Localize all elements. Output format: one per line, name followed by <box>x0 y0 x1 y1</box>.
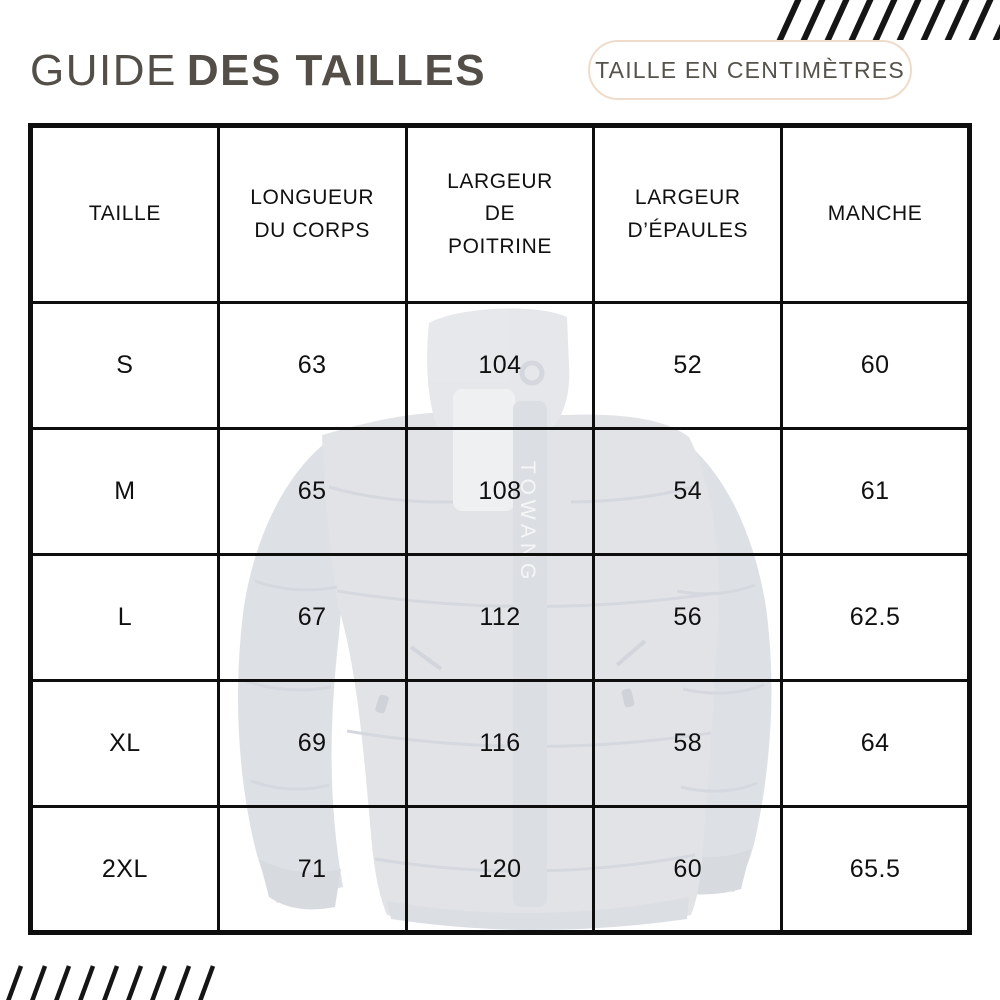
table-cell: 52 <box>594 303 782 429</box>
table-cell: 62.5 <box>782 555 970 681</box>
table-cell: 56 <box>594 555 782 681</box>
table-cell: 58 <box>594 681 782 807</box>
column-header-epaules: LARGEUR D’ÉPAULES <box>594 126 782 303</box>
table-cell: 120 <box>406 807 594 933</box>
table-cell: 64 <box>782 681 970 807</box>
size-table-header-row <box>31 126 970 303</box>
table-cell: 67 <box>218 555 406 681</box>
table-cell: 61 <box>782 429 970 555</box>
unit-badge <box>588 40 912 100</box>
table-cell: 63 <box>218 303 406 429</box>
unit-badge-label: TAILLE EN CENTIMÈTRES <box>595 56 905 83</box>
diagonal-stripes-bottom-left <box>4 964 234 1000</box>
table-cell: 54 <box>594 429 782 555</box>
size-label: XL <box>31 681 219 807</box>
size-label: S <box>31 303 219 429</box>
column-header-taille: TAILLE <box>31 126 219 303</box>
size-label: 2XL <box>31 807 219 933</box>
table-row-m <box>31 429 970 555</box>
table-row-xl <box>31 681 970 807</box>
size-table <box>28 123 972 935</box>
table-cell: 65.5 <box>782 807 970 933</box>
table-cell: 108 <box>406 429 594 555</box>
table-cell: 60 <box>782 303 970 429</box>
diagonal-stripes-top-right <box>775 0 1000 40</box>
size-label: L <box>31 555 219 681</box>
column-header-manche: MANCHE <box>782 126 970 303</box>
table-cell: 112 <box>406 555 594 681</box>
size-label: M <box>31 429 219 555</box>
size-table-container <box>28 123 972 933</box>
table-row-2xl <box>31 807 970 933</box>
column-header-longueur: LONGUEUR DU CORPS <box>218 126 406 303</box>
page-title-light: GUIDE <box>30 46 177 95</box>
column-header-poitrine: LARGEUR DE POITRINE <box>406 126 594 303</box>
table-cell: 104 <box>406 303 594 429</box>
page-title <box>30 46 486 96</box>
table-row-l <box>31 555 970 681</box>
table-cell: 65 <box>218 429 406 555</box>
table-cell: 60 <box>594 807 782 933</box>
table-cell: 116 <box>406 681 594 807</box>
page-title-bold: DES TAILLES <box>186 46 487 95</box>
table-cell: 69 <box>218 681 406 807</box>
jacket-placket-text: TOWANG <box>516 461 539 585</box>
table-row-s <box>31 303 970 429</box>
table-cell: 71 <box>218 807 406 933</box>
